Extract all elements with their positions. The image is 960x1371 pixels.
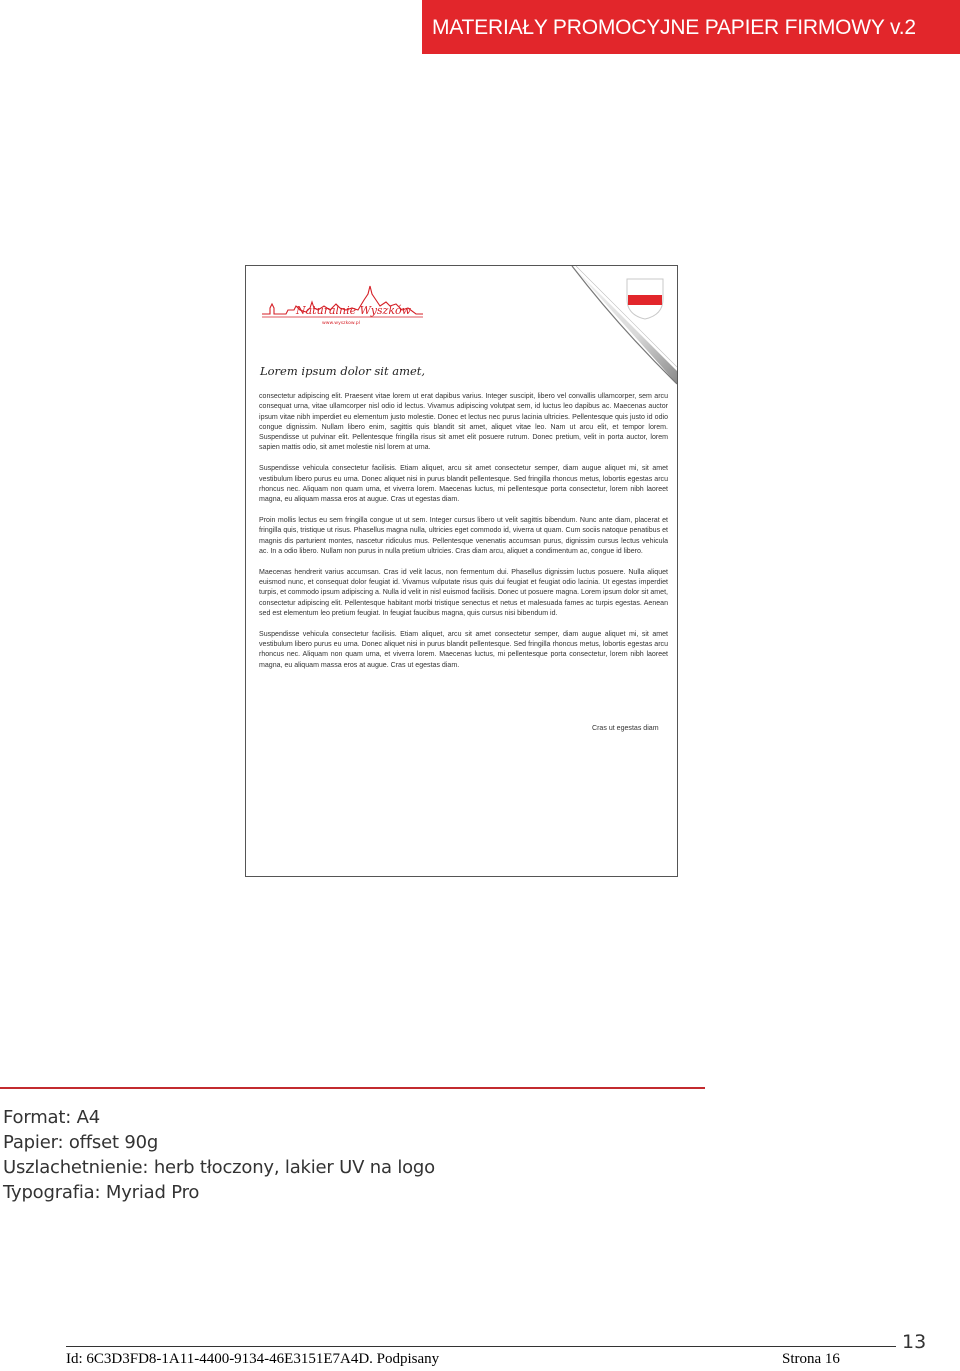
letter-paragraph: consectetur adipiscing elit. Praesent vitae lorem ut erat dapibus varius. Integer suscipit, libero vel convallis ullamcorper, sem arcu consequat urna, vitae ullamcorper nisl odio id lectus. Vivamus adipiscing volutpat sem, id luctus leo dapibus ac. Maecenas auctor ipsum vitae nibh imperdiet eu elementum justo molestie. Donec et lectus nec purus lacinia ultricies. Pellentesque quis justo id odio congue dignissim. Nullam libero enim, sagittis quis blandit sit amet, aliquet vitae leo. Nam ut arcu elit, et tempor lorem. Suspendisse ut pulvinar elit. Pellentesque fringilla risus sit amet elit posuere rutrum. Donec pretium, velit in porta auctor, lorem sapien mattis odio, sit amet molestie nisl lorem at urna.	[259, 393, 668, 452]
spec-paper: Papier: offset 90g	[3, 1132, 159, 1153]
letter-paragraph: Maecenas hendrerit varius accumsan. Cras id velit lacus, non fermentum dui. Phasellus dignissim luctus posuere. Nulla aliquet euismod nunc, et consequat dolor feugiat id. Vivamus vulputate risus quis dui feugiat et feugiat odio lacinia. Ut egestas imperdiet turpis, et commodo ipsum adipiscing a. Nulla id velit in nisl euismod facilisis. Donec ut posuere magna. Lorem ipsum dolor sit amet, consectetur adipiscing elit. Pellentesque habitant morbi tristique senectus et netus et malesuada fames ac turpis egestas. Aenean sed est elementum leo pretium feugiat. In feugiat faucibus magna, quis cursus nisi bibendum id.	[259, 568, 668, 617]
coat-of-arms-icon	[625, 277, 665, 321]
letter-salutation: Lorem ipsum dolor sit amet,	[260, 364, 426, 378]
letter-paragraph: Suspendisse vehicula consectetur facilisis. Etiam aliquet, arcu sit amet consectetur semper, diam augue aliquet mi, sit amet vestibulum libero purus eu urna. Donec aliquet nisi in purus blandit pellentesque. Sed fringilla rhoncus metus, lobortis egestas arcu rhoncus nec. Aliquam non quam urna, et viverra lorem. Maecenas luctus, mi pellentesque porta consectetur, lorem nibh laoreet magna, eu aliquam massa eros at augue. Cras ut egestas diam.	[259, 465, 668, 504]
logo-url: www.wyszkow.pl	[322, 321, 360, 326]
logo-text: Naturalnie Wyszków	[296, 304, 412, 317]
spec-divider	[0, 1087, 705, 1089]
letterhead-preview	[245, 265, 678, 877]
footer-divider	[66, 1346, 896, 1347]
document-id: Id: 6C3D3FD8-1A11-4400-9134-46E3151E7A4D. Podpisany	[66, 1351, 440, 1367]
letter-body	[259, 392, 668, 681]
letter-paragraph: Suspendisse vehicula consectetur facilisis. Etiam aliquet, arcu sit amet consectetur semper, diam augue aliquet mi, sit amet vestibulum libero purus eu urna. Donec aliquet nisi in purus blandit pellentesque. Sed fringilla rhoncus metus, lobortis egestas arcu rhoncus nec. Aliquam non quam urna, et viverra lorem. Maecenas luctus, mi pellentesque porta consectetur, lorem nibh laoreet magna, eu aliquam massa eros at augue. Cras ut egestas diam.	[259, 630, 668, 669]
letter-closing: Cras ut egestas diam	[592, 725, 659, 732]
page-title: MATERIAŁY PROMOCYJNE PAPIER FIRMOWY v.2	[432, 16, 916, 39]
letter-paragraph: Proin mollis lectus eu sem fringilla congue ut ut sem. Integer cursus libero ut velit sagittis bibendum. Nunc ante diam, placerat et fringilla quis, tristique ut risus. Phasellus magna nulla, ultricies eget commodo id, viverra ut quam. Cum sociis natoque penatibus et magnis dis parturient montes, nascetur ridiculus mus. Pellentesque venenatis accumsan purus, dignissim cursus lectus vehicula ac. In a odio libero. Nullam non purus in nulla pretium ultricies. Cras diam arcu, aliquet a condimentum ac, congue id libero.	[259, 516, 668, 555]
spec-typography: Typografia: Myriad Pro	[3, 1182, 200, 1203]
page-number: 13	[902, 1331, 927, 1353]
strona-label: Strona 16	[782, 1351, 840, 1367]
spec-format: Format: A4	[3, 1107, 100, 1128]
spec-finishing: Uszlachetnienie: herb tłoczony, lakier UV na logo	[3, 1157, 435, 1178]
